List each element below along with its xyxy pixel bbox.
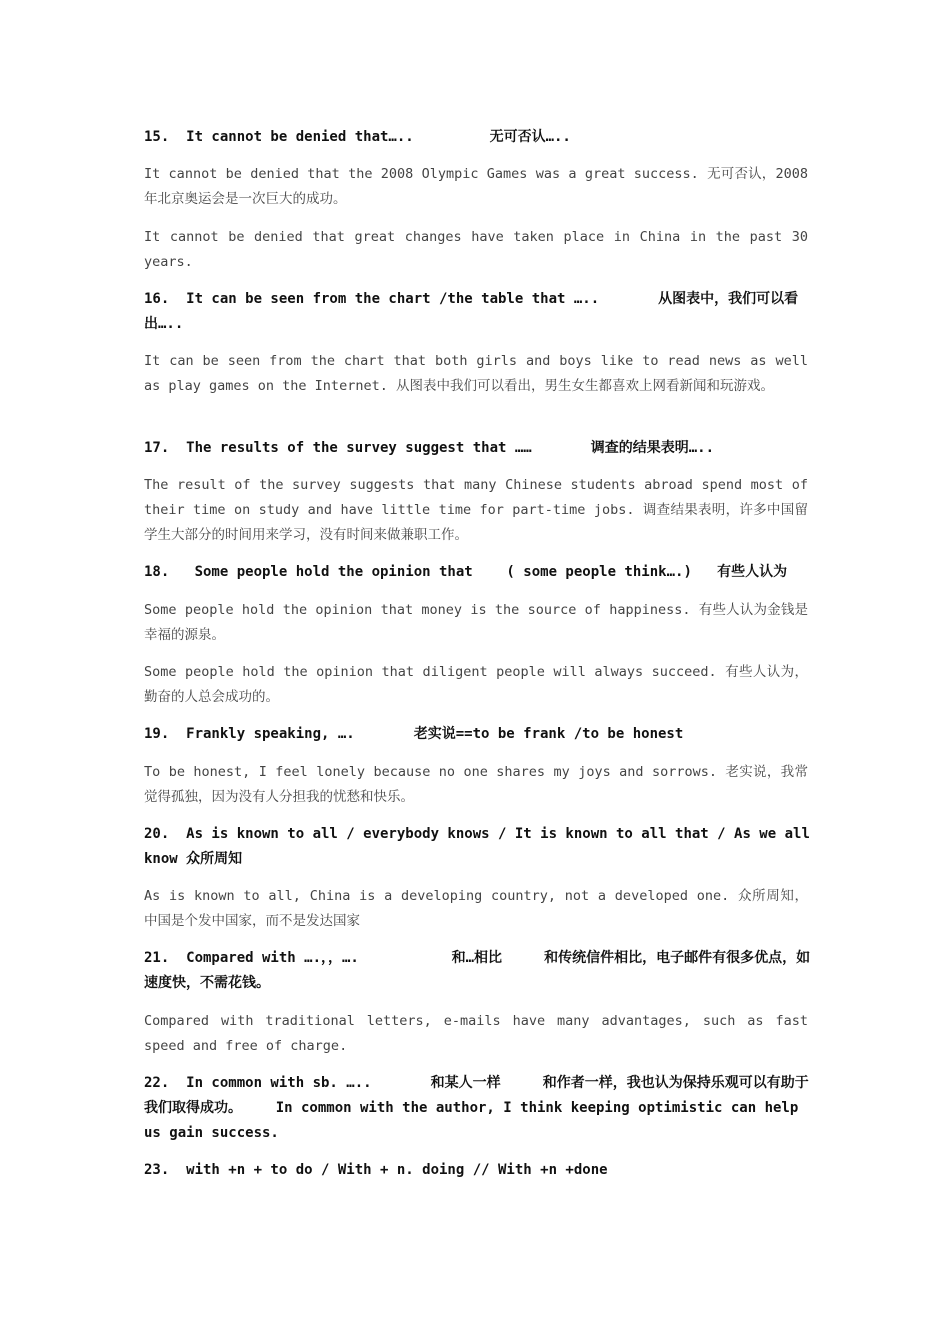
example-18-2: Some people hold the opinion that diligent people will always succeed. 有些人认为，勤奋的人总会成功的。 (144, 664, 808, 705)
phrase-heading-17: 17. The results of the survey suggest that …… 调查的结果表明….. (144, 440, 715, 456)
phrase-heading-19: 19. Frankly speaking, …. 老实说==to be frank /to be honest (144, 726, 684, 742)
phrase-heading-23: 23. with +n + to do / With + n. doing // With +n +done (144, 1162, 608, 1178)
phrase-heading-22: 22. In common with sb. ….. 和某人一样 和作者一样，我也认为保持乐观可以有助于我们取得成功。 In common with the author, I think keeping optimistic can help us gain success. (144, 1075, 809, 1141)
phrase-heading-18: 18. Some people hold the opinion that ( some people think….) 有些人认为 (144, 564, 788, 580)
example-16-1: It can be seen from the chart that both girls and boys like to read news as well as play games on the Internet. 从图表中我们可以看出，男生女生都喜欢上网看新闻和玩游戏。 (144, 353, 808, 394)
phrase-heading-20: 20. As is known to all / everybody knows / It is known to all that / As we all know 众所周知 (144, 826, 819, 867)
example-15-1: It cannot be denied that the 2008 Olympic Games was a great success. 无可否认，2008年北京奥运会是一次巨大的成功。 (144, 166, 808, 207)
example-15-2: It cannot be denied that great changes have taken place in China in the past 30 years. (144, 229, 808, 270)
phrase-heading-15: 15. It cannot be denied that….. 无可否认….. (144, 129, 571, 145)
example-18-1: Some people hold the opinion that money is the source of happiness. 有些人认为金钱是幸福的源泉。 (144, 602, 808, 643)
phrase-heading-21: 21. Compared with ….，，…. 和…相比 和传统信件相比，电子邮件有很多优点，如速度快，不需花钱。 (144, 950, 811, 991)
example-21-1: Compared with traditional letters, e-mails have many advantages, such as fast speed and free of charge. (144, 1013, 808, 1054)
example-17-1: The result of the survey suggests that many Chinese students abroad spend most of their time on study and have little time for part-time jobs. 调查结果表明，许多中国留学生大部分的时间用来学习，没有时间来做兼职工作。 (144, 477, 808, 543)
example-19-1: To be honest, I feel lonely because no one shares my joys and sorrows. 老实说，我常觉得孤独，因为没有人分担我的忧愁和快乐。 (144, 764, 808, 805)
example-20-1: As is known to all, China is a developing country, not a developed one. 众所周知，中国是个发中国家，而不是发达国家 (144, 888, 808, 929)
phrase-heading-16: 16. It can be seen from the chart /the table that ….. 从图表中，我们可以看出….. (144, 291, 799, 332)
